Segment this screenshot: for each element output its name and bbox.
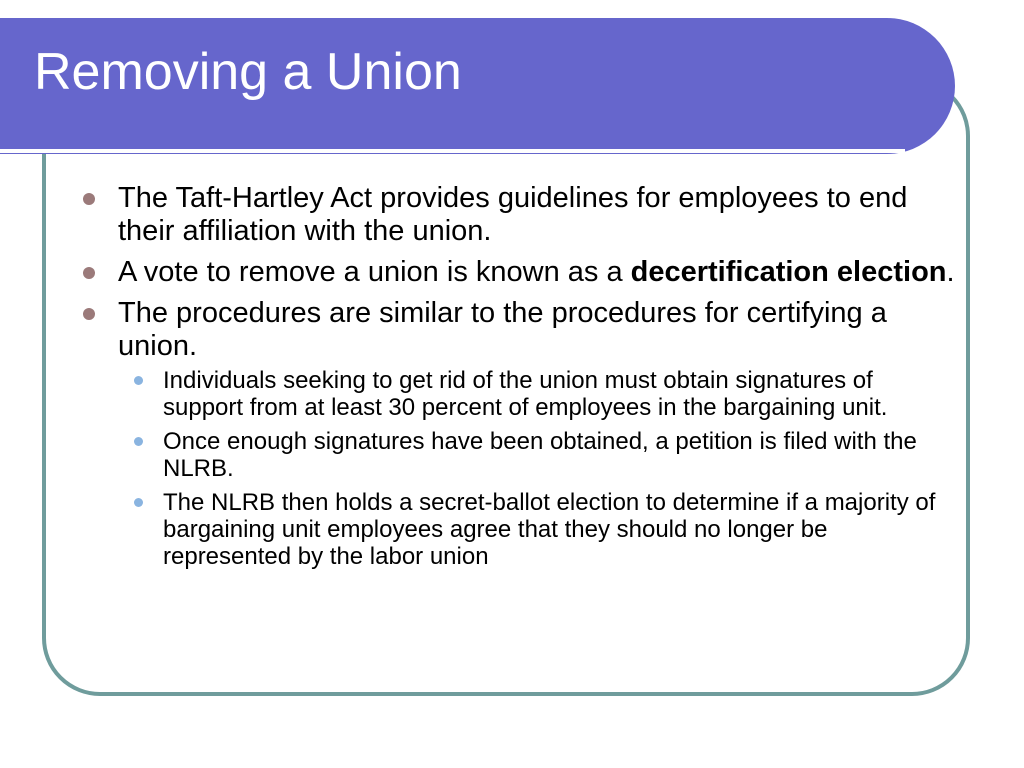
bullet-item bbox=[80, 182, 960, 248]
bullet-bold-term: decertification election bbox=[630, 256, 947, 288]
bullet-dot-icon bbox=[83, 193, 95, 205]
sub-bullet-text: The NLRB then holds a secret-ballot election to determine if a majority of bargaining unit employees agree that they should no longer be represented by the labor union bbox=[163, 489, 936, 570]
sub-bullet-text: Individuals seeking to get rid of the union must obtain signatures of support from at least 30 percent of employees in the bargaining unit. bbox=[163, 367, 888, 421]
sub-bullet-dot-icon bbox=[134, 498, 143, 507]
slide-title: Removing a Union bbox=[34, 43, 462, 101]
sub-bullet-item bbox=[118, 428, 953, 482]
sub-bullet-dot-icon bbox=[134, 376, 143, 385]
sub-bullet-dot-icon bbox=[134, 437, 143, 446]
bullet-text: A vote to remove a union is known as a bbox=[118, 256, 631, 288]
bullet-text: The procedures are similar to the procedures for certifying a union. bbox=[118, 297, 887, 362]
bullet-list bbox=[80, 182, 960, 578]
bullet-item bbox=[80, 256, 960, 289]
bullet-text: The Taft-Hartley Act provides guidelines for employees to end their affiliation with the union. bbox=[118, 182, 908, 247]
title-underline bbox=[0, 149, 905, 153]
sub-bullet-item bbox=[118, 489, 953, 570]
bullet-dot-icon bbox=[83, 308, 95, 320]
bullet-text-end: . bbox=[946, 256, 955, 288]
bullet-item bbox=[80, 297, 960, 570]
sub-bullet-item bbox=[118, 367, 953, 421]
bullet-dot-icon bbox=[83, 267, 95, 279]
sub-bullet-list bbox=[118, 367, 960, 570]
sub-bullet-text: Once enough signatures have been obtained, a petition is filed with the NLRB. bbox=[163, 428, 917, 482]
